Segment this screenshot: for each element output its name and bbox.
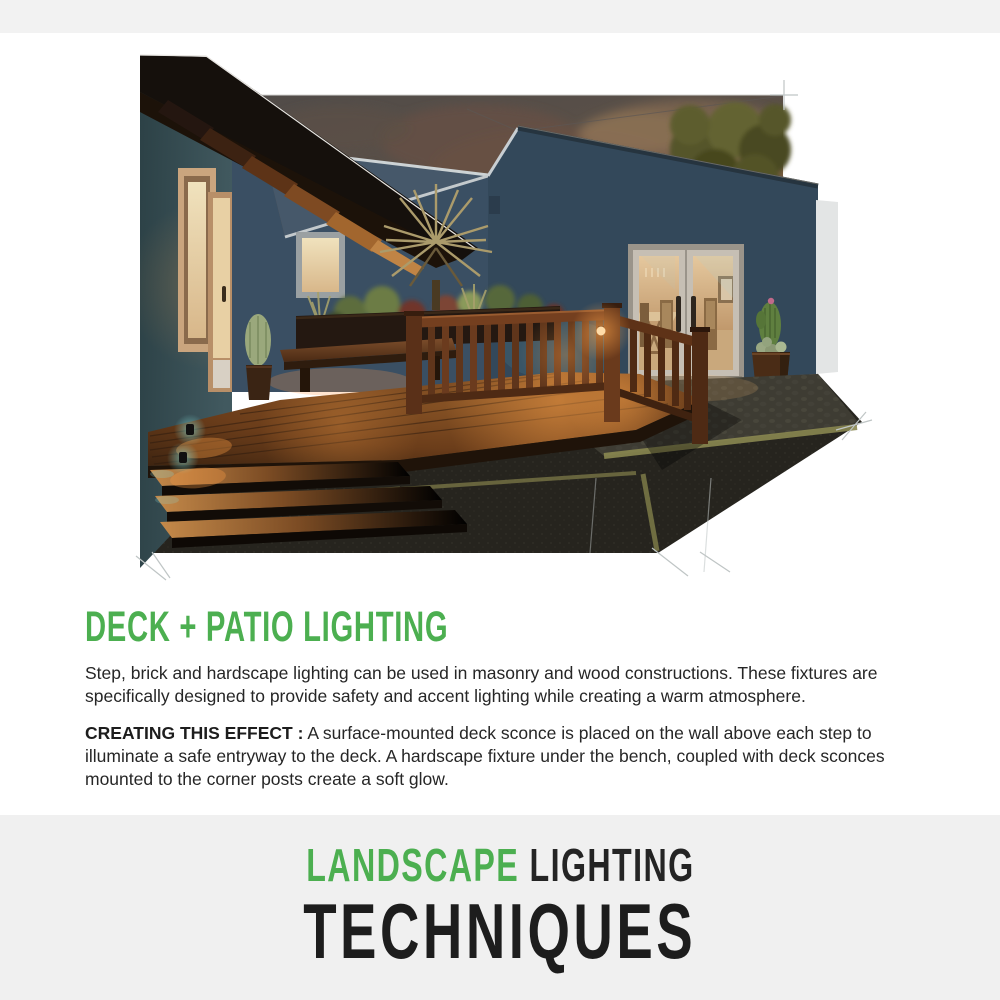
article-section <box>85 603 933 805</box>
back-window <box>296 232 345 298</box>
brand-line2 <box>0 887 1000 975</box>
deck-sconce <box>571 301 631 361</box>
effect-paragraph <box>85 722 933 791</box>
page-title <box>85 603 933 651</box>
brand-word-lighting: LIGHTING <box>529 839 695 891</box>
effect-text: A surface-mounted deck sconce is placed on the wall above each step to illuminate a safe entryway to the deck. A hardscape fixture under the bench, coupled with deck sconces mounted to the corner posts create a soft glow. <box>85 723 885 789</box>
footer-brand-band <box>0 815 1000 1000</box>
brand-line1 <box>0 839 1000 891</box>
left-glass-door <box>208 192 234 392</box>
effect-label: CREATING THIS EFFECT : <box>85 723 304 743</box>
cutaway-panel <box>816 200 838 374</box>
brand-word-techniques: TECHNIQUES <box>303 887 697 975</box>
page-title-text: DECK + PATIO LIGHTING <box>85 603 449 651</box>
intro-paragraph: Step, brick and hardscape lighting can be used in masonry and wood constructions. These fixtures are specifically designed to provide safety and accent lighting while creating a warm atmosphere. <box>85 663 878 706</box>
brand-word-landscape: LANDSCAPE <box>305 839 519 891</box>
